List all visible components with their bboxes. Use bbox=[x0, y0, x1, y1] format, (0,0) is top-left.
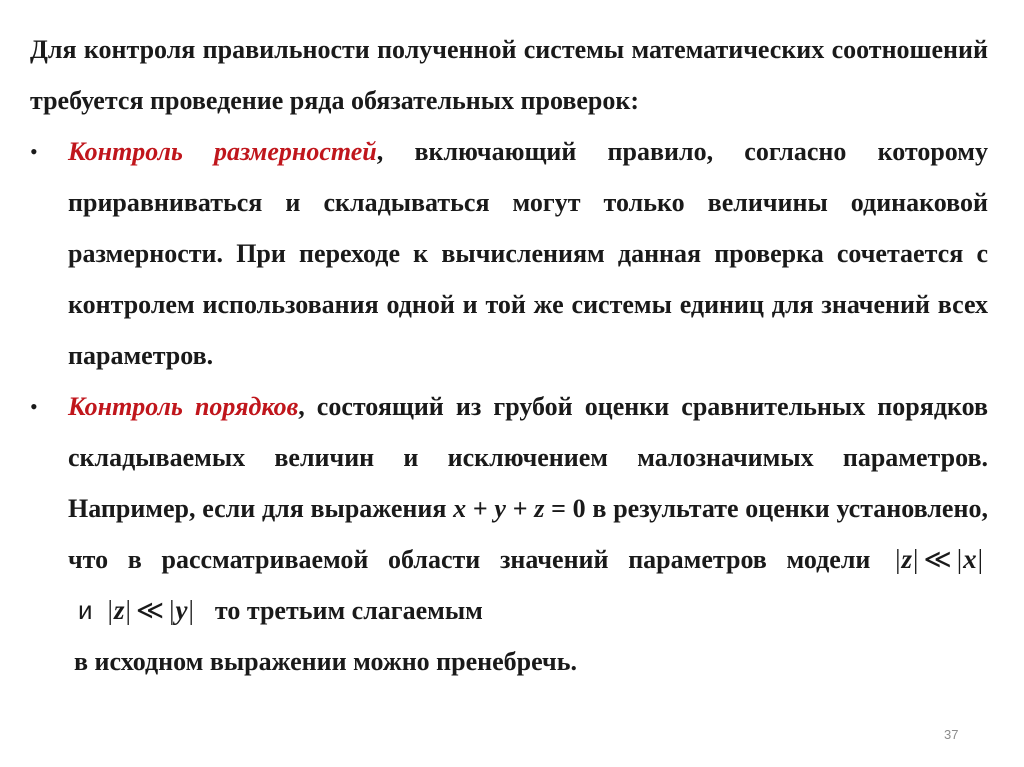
bullet-item-orders bbox=[30, 381, 988, 687]
abs-bar: | bbox=[107, 595, 113, 625]
much-less-symbol: ≪ bbox=[923, 544, 952, 574]
math-var-z: z bbox=[901, 544, 913, 574]
much-less-symbol: ≪ bbox=[135, 595, 165, 625]
abs-bar: | bbox=[188, 595, 194, 625]
math-plus: + bbox=[466, 494, 495, 523]
bullet-heading: Контроль порядков bbox=[68, 392, 299, 421]
inequality-z-x bbox=[890, 544, 988, 574]
bullet-text: то третьим слагаемым bbox=[214, 596, 483, 625]
page-number: 37 bbox=[944, 727, 959, 742]
bullet-text: , состоящий из грубой оценки сравнительных порядков складываемых величин и исключением малозначимых параметров. Например, если для выражения bbox=[68, 392, 988, 523]
math-equals-zero: = 0 bbox=[544, 494, 586, 523]
bullet-heading: Контроль размерностей bbox=[68, 137, 377, 166]
abs-bar: | bbox=[956, 544, 963, 574]
abs-bar: | bbox=[895, 544, 901, 574]
math-plus: + bbox=[505, 494, 535, 523]
math-expression bbox=[453, 494, 586, 523]
abs-bar: | bbox=[977, 544, 984, 574]
math-var-x: x bbox=[963, 544, 977, 574]
abs-bar: | bbox=[125, 595, 131, 625]
math-var-z: z bbox=[113, 595, 125, 625]
conjunction: и bbox=[78, 595, 93, 625]
slide-content bbox=[30, 24, 988, 687]
bullet-icon: • bbox=[30, 139, 38, 164]
math-var-y: y bbox=[175, 595, 188, 625]
bullet-item-dimensions bbox=[30, 126, 988, 381]
math-var-y: y bbox=[494, 494, 506, 523]
bullet-text-last-line: в исходном выражении можно пренебречь. bbox=[74, 647, 577, 676]
math-var-z: z bbox=[534, 494, 545, 523]
inequality-z-y bbox=[103, 595, 199, 625]
math-var-x: x bbox=[453, 494, 467, 523]
bullet-icon: • bbox=[30, 394, 38, 419]
abs-bar: | bbox=[169, 595, 175, 625]
intro-paragraph: Для контроля правильности полученной системы математических соотношений требуется проведение ряда обязательных проверок: bbox=[30, 35, 988, 115]
bullet-text: , включающий правило, согласно которому приравниваться и складываться могут только величины одинаковой размерности. При переходе к вычислениям данная проверка сочетается с контролем использования одной и той же системы единиц для значений всех параметров. bbox=[68, 137, 988, 370]
abs-bar: | bbox=[913, 544, 919, 574]
bullet-text: в результате оценки установлено, что в рассматриваемой области значений параметров модели bbox=[68, 494, 988, 574]
